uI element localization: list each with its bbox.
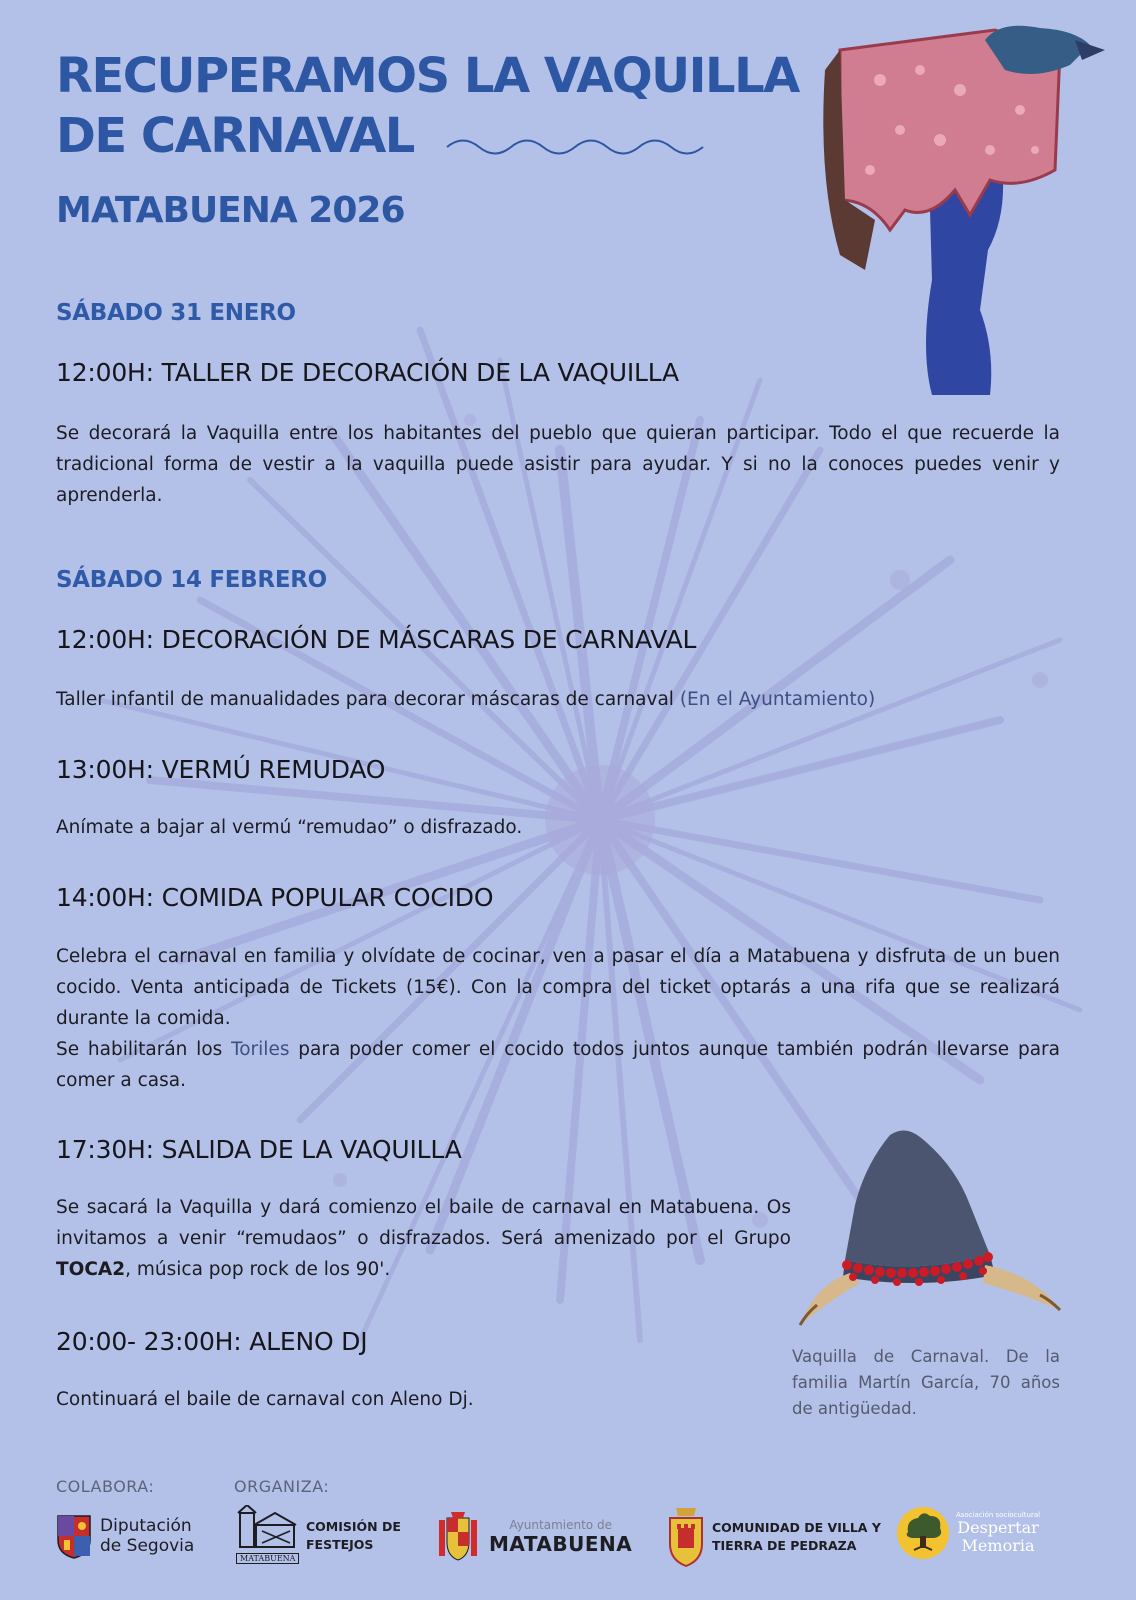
ayuntamiento-big-text: MATABUENA bbox=[489, 1532, 633, 1556]
band-name: TOCA2 bbox=[56, 1259, 126, 1280]
ayuntamiento-small-text: Ayuntamiento de bbox=[509, 1518, 612, 1532]
event-desc-aleno-dj bbox=[56, 1384, 791, 1415]
event-desc-text: Celebra el carnaval en familia y olvídate de cocinar, ven a pasar el día a Matabuena y disfruta de un buen cocido. Venta anticipada de Tickets (15€). Con la compra del ticket optarás a una rifa que se realizará durante la comida. bbox=[56, 946, 1060, 1029]
event-desc-toriles bbox=[56, 1034, 1060, 1096]
image-caption: Vaquilla de Carnaval. De la familia Martín García, 70 años de antigüedad. bbox=[792, 1347, 1060, 1418]
event-desc-mascaras bbox=[56, 684, 1060, 715]
event-desc-toriles-c: para poder comer el cocido todos juntos aunque también podrán llevarse para comer a casa. bbox=[56, 1039, 1060, 1091]
logo-diputacion-segovia bbox=[56, 1512, 194, 1560]
event-title-taller-vaquilla: 12:00H: TALLER DE DECORACIÓN DE LA VAQUILLA bbox=[56, 358, 679, 387]
comunidad-line-2: TIERRA DE PEDRAZA bbox=[712, 1538, 857, 1553]
subtitle: MATABUENA 2026 bbox=[56, 190, 405, 231]
event-title-vermu: 13:00H: VERMÚ REMUDAO bbox=[56, 755, 386, 784]
event-desc-toriles-a: Se habilitarán los bbox=[56, 1039, 232, 1060]
day-label-14-febrero: SÁBADO 14 FEBRERO bbox=[56, 567, 327, 593]
comision-line-2: FESTEJOS bbox=[306, 1537, 374, 1552]
event-title-aleno-dj: 20:00- 23:00H: ALENO DJ bbox=[56, 1327, 368, 1356]
despertar-small-text: Asociación sociocultural bbox=[956, 1511, 1041, 1519]
event-desc-text: Anímate a bajar al vermú “remudao” o disfrazado. bbox=[56, 817, 523, 838]
logo-ayuntamiento-matabuena bbox=[435, 1510, 632, 1564]
event-desc-salida-vaquilla bbox=[56, 1192, 791, 1285]
event-title-mascaras: 12:00H: DECORACIÓN DE MÁSCARAS DE CARNAVAL bbox=[56, 625, 697, 654]
diputacion-line-1: Diputación bbox=[100, 1516, 192, 1536]
despertar-line-1: Despertar bbox=[957, 1518, 1039, 1537]
village-stamp-icon bbox=[234, 1505, 300, 1555]
colabora-label: COLABORA: bbox=[56, 1477, 155, 1496]
event-desc-vermu bbox=[56, 812, 1060, 843]
vaquilla-costume-image bbox=[820, 20, 1110, 400]
comunidad-line-1: COMUNIDAD DE VILLA Y bbox=[712, 1520, 881, 1535]
event-desc-c: , música pop rock de los 90'. bbox=[125, 1259, 391, 1280]
event-desc-a: Se sacará la Vaquilla y dará comienzo el baile de carnaval en Matabuena. Os invitamos a venir “remudaos” o disfrazados. Será amenizado por el Grupo bbox=[56, 1197, 791, 1249]
event-desc-text bbox=[56, 1192, 791, 1285]
tree-icon bbox=[896, 1506, 950, 1560]
comision-stamp-text: MATABUENA bbox=[236, 1553, 299, 1564]
event-desc-text: Taller infantil de manualidades para decorar máscaras de carnaval bbox=[56, 689, 674, 710]
coat-of-arms-icon bbox=[435, 1510, 481, 1564]
title-line-2: DE CARNAVAL bbox=[56, 108, 414, 164]
event-desc-taller-vaquilla bbox=[56, 418, 1060, 511]
wave-decoration bbox=[445, 132, 705, 162]
comision-line-1: COMISIÓN DE bbox=[306, 1519, 401, 1534]
event-title-cocido: 14:00H: COMIDA POPULAR COCIDO bbox=[56, 883, 494, 912]
logo-despertar-memoria bbox=[896, 1506, 1040, 1560]
organiza-label: ORGANIZA: bbox=[234, 1477, 330, 1496]
logo-comision-festejos bbox=[234, 1505, 401, 1567]
event-desc-text: Continuará el baile de carnaval con Aleno Dj. bbox=[56, 1389, 474, 1410]
castle-shield-icon bbox=[668, 1506, 704, 1568]
toriles-highlight: Toriles bbox=[231, 1039, 290, 1060]
shield-icon bbox=[56, 1512, 92, 1560]
event-desc-cocido bbox=[56, 941, 1060, 1096]
event-desc-text: Se decorará la Vaquilla entre los habitantes del pueblo que quieran participar. Todo el que recuerde la tradicional forma de vestir a la vaquilla puede asistir para ayudar. Y si no la conoces puedes venir y aprenderla. bbox=[56, 423, 1060, 506]
despertar-line-2: Memoria bbox=[961, 1536, 1035, 1555]
day-label-31-enero: SÁBADO 31 ENERO bbox=[56, 300, 296, 326]
logo-comunidad-pedraza bbox=[668, 1506, 881, 1568]
event-title-salida-vaquilla: 17:30H: SALIDA DE LA VAQUILLA bbox=[56, 1135, 462, 1164]
title-line-1: RECUPERAMOS LA VAQUILLA bbox=[56, 48, 799, 104]
diputacion-line-2: de Segovia bbox=[100, 1536, 195, 1556]
event-desc-location-note: (En el Ayuntamiento) bbox=[679, 689, 876, 710]
vaquilla-head-image bbox=[795, 1125, 1065, 1335]
